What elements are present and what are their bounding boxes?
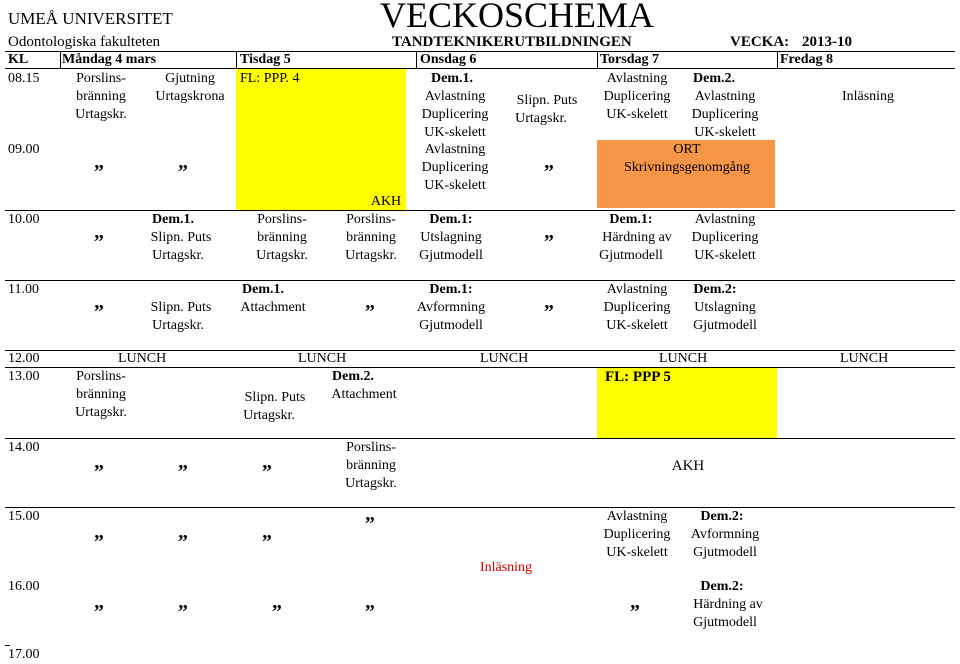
grid-line-1100 <box>5 280 955 281</box>
ditto-mark: „ <box>178 521 188 543</box>
ditto-mark: „ <box>630 591 640 613</box>
wed-1100-dem1: Dem.1: <box>429 282 473 297</box>
mon-0815-porslins: Porslins- <box>76 71 126 86</box>
mon-1300-porslins: Porslins- <box>76 369 126 384</box>
ditto-mark: „ <box>365 503 375 525</box>
tue-akh: AKH <box>370 194 402 209</box>
time-1300: 13.00 <box>8 369 40 384</box>
thu-1000-gjutmodell: Gjutmodell <box>599 248 663 263</box>
wed-1100-avformning: Avformning <box>416 300 486 315</box>
time-1400: 14.00 <box>8 440 40 455</box>
thu-1500-avlastning: Avlastning <box>606 509 668 524</box>
ditto-mark: „ <box>94 291 104 313</box>
tue-1300-dem2: Dem.2. <box>332 369 374 384</box>
wed-0900-uk-skelett: UK-skelett <box>424 178 486 193</box>
wed-0900-avlastning: Avlastning <box>424 142 486 157</box>
time-0900: 09.00 <box>8 142 40 157</box>
thu-1100-avlastning: Avlastning <box>606 282 668 297</box>
wed-0815-duplicering: Duplicering <box>421 107 489 122</box>
thu-1500-avformning: Avformning <box>690 527 760 542</box>
thu-1000-dem1: Dem.1: <box>609 212 653 227</box>
wed-0815-slipn-puts: Slipn. Puts <box>516 93 578 108</box>
time-1200: 12.00 <box>8 351 40 366</box>
time-1000: 10.00 <box>8 212 40 227</box>
wed-0815-urtagskr: Urtagskr. <box>515 111 567 126</box>
ditto-mark: „ <box>178 591 188 613</box>
ditto-mark: „ <box>544 291 554 313</box>
wed-0815-dem1: Dem.1. <box>431 71 473 86</box>
time-1100: 11.00 <box>8 282 39 297</box>
week-value: 2013-10 <box>802 34 852 50</box>
thu-0815-duplicering-2: Duplicering <box>691 107 759 122</box>
grid-line-1400 <box>5 438 955 439</box>
col-header-tuesday: Tisdag 5 <box>240 52 291 67</box>
thu-0815-duplicering: Duplicering <box>603 89 671 104</box>
thu-0815-avlastning-2: Avlastning <box>694 89 756 104</box>
time-1600: 16.00 <box>8 579 40 594</box>
mon-0815-urtagskr: Urtagskr. <box>75 107 127 122</box>
mon-1300-urtagskr: Urtagskr. <box>75 405 127 420</box>
thu-ort: ORT <box>673 142 701 157</box>
thu-1500-gjutmodell: Gjutmodell <box>693 545 757 560</box>
wed-0815-uk-skelett: UK-skelett <box>424 125 486 140</box>
thu-1000-hardning-av: Härdning av <box>602 230 672 245</box>
wed-1000-utslagning: Utslagning <box>420 230 482 245</box>
mon-0815-branning: bränning <box>76 89 126 104</box>
grid-line-1500 <box>5 507 955 508</box>
tue-1000-branning-1: bränning <box>257 230 307 245</box>
thu-0815-dem2: Dem.2. <box>693 71 735 86</box>
ditto-mark: „ <box>272 591 282 613</box>
col-header-thursday: Torsdag 7 <box>600 52 660 67</box>
lunch-monday: LUNCH <box>118 351 167 366</box>
wed-0900-duplicering: Duplicering <box>421 160 489 175</box>
fri-0815-inlasning: Inläsning <box>841 89 895 104</box>
thu-skrivningsgenomgang: Skrivningsgenomgång <box>624 160 750 175</box>
tue-1000-porslins-1: Porslins- <box>257 212 307 227</box>
col-header-wednesday: Onsdag 6 <box>420 52 477 67</box>
thu-1100-duplicering: Duplicering <box>603 300 671 315</box>
time-0815: 08.15 <box>8 71 40 86</box>
ditto-mark: „ <box>94 151 104 173</box>
thu-1600-gjutmodell: Gjutmodell <box>693 615 757 630</box>
grid-line-1000 <box>5 210 955 211</box>
tue-fl-ppp4: FL: PPP. 4 <box>240 71 300 86</box>
ditto-mark: „ <box>94 521 104 543</box>
grid-col-4 <box>597 51 598 68</box>
ditto-mark: „ <box>94 221 104 243</box>
tue-1100-attachment: Attachment <box>240 300 306 315</box>
ditto-mark: „ <box>544 151 554 173</box>
week-label: VECKA: <box>730 34 790 50</box>
thu-1000-uk-skelett-2: UK-skelett <box>694 248 756 263</box>
tue-1300-attachment: Attachment <box>331 387 397 402</box>
thu-1500-uk-skelett: UK-skelett <box>606 545 668 560</box>
lunch-friday: LUNCH <box>840 351 889 366</box>
faculty-name: Odontologiska fakulteten <box>8 34 161 50</box>
page-title: VECKOSCHEMA <box>380 0 655 35</box>
ditto-mark: „ <box>262 451 272 473</box>
mon-1000-dem1: Dem.1. <box>152 212 194 227</box>
mon-1300-branning: bränning <box>76 387 126 402</box>
lunch-wednesday: LUNCH <box>480 351 529 366</box>
tue-1400-branning: bränning <box>346 458 396 473</box>
wed-1000-gjutmodell: Gjutmodell <box>419 248 483 263</box>
thu-1500-dem2: Dem.2: <box>700 509 744 524</box>
ditto-mark: „ <box>544 221 554 243</box>
lunch-tuesday: LUNCH <box>298 351 347 366</box>
mon-1100-slipn-puts: Slipn. Puts <box>150 300 212 315</box>
ditto-mark: „ <box>94 591 104 613</box>
thu-1000-duplicering-2: Duplicering <box>691 230 759 245</box>
tue-1000-porslins-2: Porslins- <box>346 212 396 227</box>
thu-1100-dem2: Dem.2: <box>693 282 737 297</box>
wed-1100-gjutmodell: Gjutmodell <box>419 318 483 333</box>
col-header-friday: Fredag 8 <box>780 52 834 67</box>
tue-1300-urtagskr: Urtagskr. <box>243 408 295 423</box>
grid-col-1 <box>60 51 61 68</box>
tue-1400-urtagskr: Urtagskr. <box>345 476 397 491</box>
thu-1600-dem2: Dem.2: <box>700 579 744 594</box>
mon-1000-urtagskr: Urtagskr. <box>152 248 204 263</box>
thu-1000-avlastning-2: Avlastning <box>694 212 756 227</box>
mon-1100-urtagskr: Urtagskr. <box>152 318 204 333</box>
tue-1400-porslins: Porslins- <box>346 440 396 455</box>
thu-0815-uk-skelett-2: UK-skelett <box>694 125 756 140</box>
fl-ppp4-block <box>236 69 406 211</box>
thu-0815-uk-skelett: UK-skelett <box>606 107 668 122</box>
col-header-kl: KL <box>8 52 29 67</box>
ditto-mark: „ <box>94 451 104 473</box>
lunch-thursday: LUNCH <box>659 351 708 366</box>
ditto-mark: „ <box>262 521 272 543</box>
wed-1000-dem1: Dem.1: <box>429 212 473 227</box>
thu-1500-duplicering: Duplicering <box>603 527 671 542</box>
thu-akh: AKH <box>671 458 705 474</box>
time-1500: 15.00 <box>8 509 40 524</box>
time-1700: 17.00 <box>8 647 40 662</box>
mon-0815-urtagskrona: Urtagskrona <box>155 89 225 104</box>
grid-col-5 <box>777 51 778 68</box>
tue-1000-branning-2: bränning <box>346 230 396 245</box>
thu-1600-hardning-av: Härdning av <box>693 597 763 612</box>
tue-1000-urtagskr-2: Urtagskr. <box>345 248 397 263</box>
mon-1000-slipn-puts: Slipn. Puts <box>150 230 212 245</box>
col-header-monday: Måndag 4 mars <box>62 52 157 67</box>
ditto-mark: „ <box>365 591 375 613</box>
grid-col-3 <box>416 51 417 68</box>
wed-0815-avlastning: Avlastning <box>424 89 486 104</box>
thu-1100-gjutmodell: Gjutmodell <box>693 318 757 333</box>
tue-1300-slipn-puts: Slipn. Puts <box>244 390 306 405</box>
wed-inlasning: Inläsning <box>479 560 533 575</box>
university-name: UMEÅ UNIVERSITET <box>8 9 173 28</box>
ditto-mark: „ <box>178 151 188 173</box>
tue-1100-dem1: Dem.1. <box>242 282 284 297</box>
thu-0815-avlastning: Avlastning <box>606 71 668 86</box>
ditto-mark: „ <box>365 291 375 313</box>
tue-1000-urtagskr-1: Urtagskr. <box>256 248 308 263</box>
ditto-mark: „ <box>178 451 188 473</box>
mon-0815-gjutning: Gjutning <box>165 71 215 86</box>
thu-1100-utslagning: Utslagning <box>694 300 756 315</box>
grid-col-2 <box>236 51 237 68</box>
program-name: TANDTEKNIKERUTBILDNINGEN <box>392 34 632 50</box>
thu-fl-ppp5: FL: PPP 5 <box>605 369 671 385</box>
thu-1100-uk-skelett: UK-skelett <box>606 318 668 333</box>
